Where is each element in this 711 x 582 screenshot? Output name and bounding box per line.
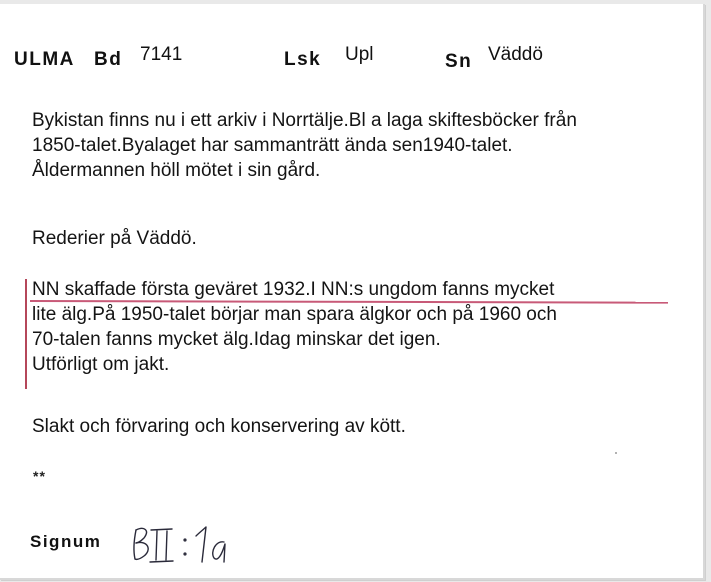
parish-value: Väddö bbox=[488, 44, 543, 65]
volume-number: 7141 bbox=[140, 44, 183, 65]
parish-label: Sn bbox=[445, 51, 473, 72]
note-paragraph-village-archive: Bykistan finns nu i ett arkiv i Norrtälje.Bl a laga skiftesböcker från 1850-talet.Byalaget har sammanträtt ända sen1940-talet. Åldermannen höll mötet i sin gård. bbox=[32, 110, 577, 181]
paper-speck bbox=[615, 452, 617, 454]
volume-label: Bd bbox=[94, 49, 123, 70]
archive-card bbox=[0, 4, 705, 580]
margin-marker-line bbox=[25, 279, 27, 389]
note-paragraph-shipping: Rederier på Väddö. bbox=[32, 228, 197, 249]
signum-label: Signum bbox=[30, 532, 102, 551]
archive-label: ULMA bbox=[14, 49, 75, 70]
separator-stars: ** bbox=[33, 468, 46, 484]
signum-handwriting bbox=[130, 518, 240, 568]
province-label: Lsk bbox=[284, 49, 322, 70]
signum-handwriting-drawing bbox=[130, 518, 240, 568]
province-value: Upl bbox=[345, 44, 374, 65]
note-paragraph-slaughter: Slakt och förvaring och konservering av kött. bbox=[32, 416, 406, 437]
note-paragraph-hunting: NN skaffade första geväret 1932.I NN:s ungdom fanns mycket lite älg.På 1950-talet börjar man spara älgkor och på 1960 och 70-talen fanns mycket älg.Idag minskar det igen. Utförligt om jakt. bbox=[32, 279, 557, 375]
